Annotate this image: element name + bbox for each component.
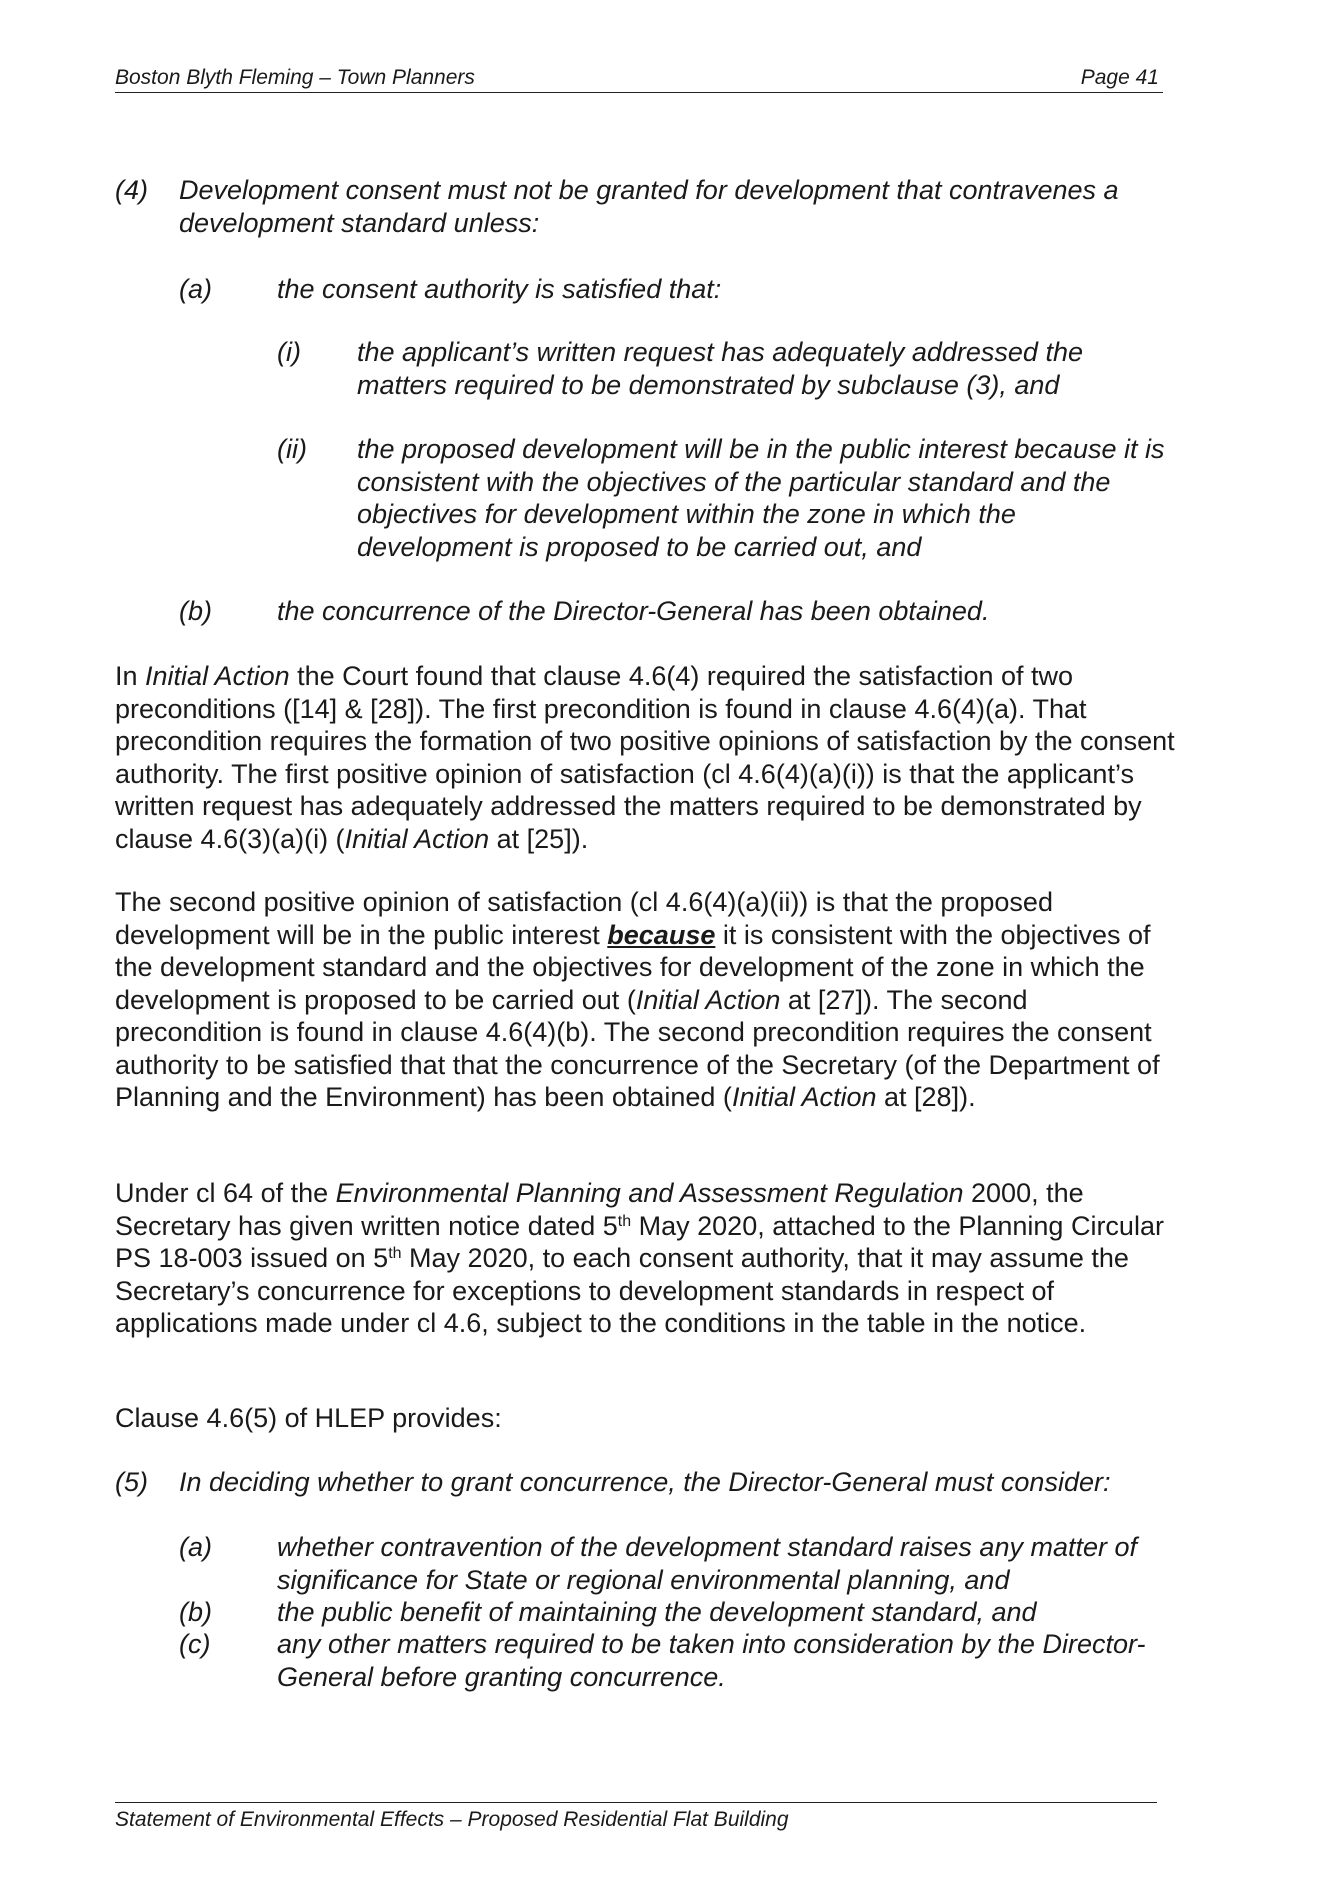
clause-4-number: (4) [115,175,148,205]
page-header [115,64,1163,93]
paragraph-secretary-notice: Under cl 64 of the Environmental Planning and Assessment Regulation 2000, the Secretary has given written notice dated 5th May 2020, attached to the Planning Circular PS 18-003 issued on 5th May 2020, to each consent authority, that it may assume the Secretary’s concurrence for exceptions to development standards in respect of applications made under cl 4.6, subject to the conditions in the table in the notice. [115,1178,1164,1338]
header-page-number: Page 41 [1080,66,1159,89]
clause-4aii-text: the proposed development will be in the public interest because it is consistent with the objectives of the particular standard and the objectives for development within the zone in which the development is proposed to be carried out, and [357,434,1165,562]
clause-5b-text: the public benefit of maintaining the development standard, and [277,1597,1037,1627]
page-footer: Statement of Environmental Effects – Proposed Residential Flat Building [115,1802,1157,1835]
clause-5a-number: (a) [179,1532,212,1562]
emphasis-because: because [607,919,716,950]
clause-5c-number: (c) [179,1629,211,1659]
clause-5c-text: any other matters required to be taken into consideration by the Director-General before granting concurrence. [277,1629,1146,1692]
header-title: Boston Blyth Fleming – Town Planners [115,66,475,89]
clause-4ai-number: (i) [277,337,301,367]
clause-4a-number: (a) [179,274,212,304]
clause-4ai-text: the applicant’s written request has adequately addressed the matters required to be demonstrated by subclause (3), and [357,337,1083,400]
clause-4aii-number: (ii) [277,434,307,464]
clause-4a-text: the consent authority is satisfied that: [277,274,722,304]
clause-5b-number: (b) [179,1597,212,1627]
paragraph-initial-action: In Initial Action the Court found that clause 4.6(4) required the satisfaction of two preconditions ([14] & [28]). The first precondition is found in clause 4.6(4)(a). That precondition requires the formation of two positive opinions of satisfaction by the consent authority. The first positive opinion of satisfaction (cl 4.6(4)(a)(i)) is that the applicant’s written request has adequately addressed the matters required to be demonstrated by clause 4.6(3)(a)(i) (Initial Action at [25]). [115,661,1175,854]
clause-4b-number: (b) [179,596,212,626]
clause-5a-text: whether contravention of the development standard raises any matter of significance for State or regional environmental planning, and [277,1532,1137,1595]
clause-4b-text: the concurrence of the Director-General has been obtained. [277,596,990,626]
clause-5-number: (5) [115,1467,148,1497]
clause-5-text: In deciding whether to grant concurrence, the Director-General must consider: [179,1467,1111,1497]
paragraph-clause-4-6-5-intro: Clause 4.6(5) of HLEP provides: [115,1403,502,1433]
paragraph-second-opinion: The second positive opinion of satisfaction (cl 4.6(4)(a)(ii)) is that the proposed development will be in the public interest because it is consistent with the objectives of the development standard and the objectives for development of the zone in which the development is proposed to be carried out (Initial Action at [27]). The second precondition is found in clause 4.6(4)(b). The second precondition requires the consent authority to be satisfied that that the concurrence of the Secretary (of the Department of Planning and the Environment) has been obtained (Initial Action at [28]). [115,887,1160,1112]
clause-4-text: Development consent must not be granted for development that contravenes a development standard unless: [179,175,1119,238]
